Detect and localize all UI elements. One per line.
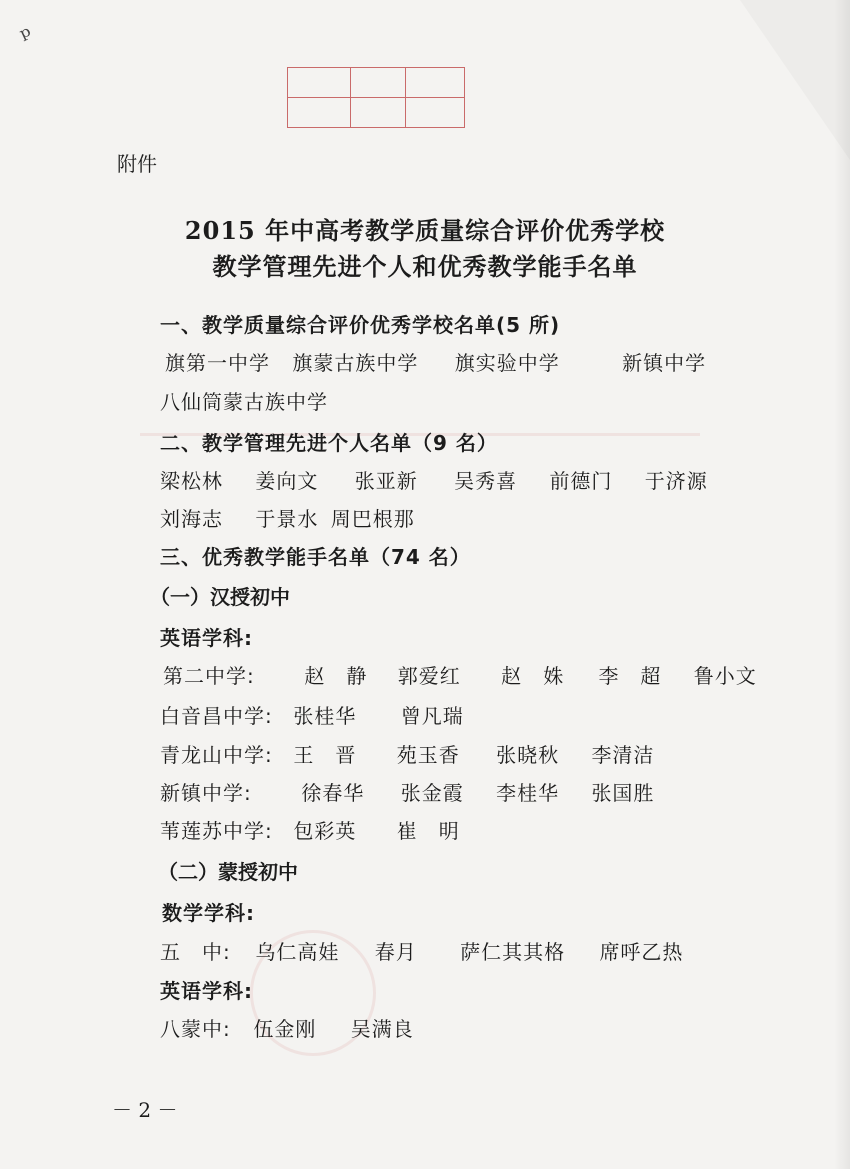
subsection-han-junior: （一）汉授初中 [150,585,290,609]
section2-row1 [160,465,708,494]
teacher-name: 赵 姝 [501,664,565,688]
teacher-name: 曾凡瑞 [400,704,464,728]
section2-heading: 二、教学管理先进个人名单（9 名） [160,431,498,455]
teacher-name: 李清洁 [591,743,655,767]
section1-row1 [165,347,706,376]
scan-edge-shadow [834,0,850,1169]
person-name: 于景水 [255,507,319,531]
teacher-name: 吴满良 [350,1017,414,1041]
teacher-name: 张晓秋 [496,743,560,767]
person-name: 于济源 [644,469,708,493]
school-label: 第二中学: [163,664,255,688]
school-label: 新镇中学: [160,781,252,805]
subject-math-label: 数学学科: [162,901,255,925]
school-name: 八仙筒蒙古族中学 [160,390,328,414]
subject-english-label: 英语学科: [160,626,253,650]
teacher-name: 李 超 [598,664,662,688]
person-name: 周巴根那 [330,507,415,531]
section1-heading: 一、教学质量综合评价优秀学校名单(5 所) [160,313,561,337]
teacher-name: 徐春华 [301,781,365,805]
teacher-name: 包彩英 [293,819,357,843]
school-row [160,700,464,729]
person-name: 梁松林 [160,469,223,493]
section3-heading: 三、优秀教学能手名单（74 名） [160,545,471,569]
teacher-name: 王 晋 [293,743,357,767]
school-name: 旗实验中学 [454,351,560,375]
school-row [160,815,460,844]
document-title-line2: 教学管理先进个人和优秀教学能手名单 [212,252,638,281]
page-number: － 2 － [112,1098,178,1122]
school-row [163,660,757,689]
person-name: 姜向文 [255,469,319,493]
section2-row2 [160,503,415,532]
teacher-name: 鲁小文 [693,664,757,688]
school-name: 旗第一中学 [165,351,270,375]
registration-stamp-table [287,67,465,128]
teacher-name: 张桂华 [293,704,357,728]
teacher-name: 苑玉香 [396,743,460,767]
document-title-line1: 2015 年中高考教学质量综合评价优秀学校 [184,216,666,245]
teacher-name: 郭爱红 [397,664,461,688]
school-row [160,936,683,965]
school-row [160,739,654,768]
teacher-name: 伍金刚 [253,1017,317,1041]
person-name: 刘海志 [160,507,223,531]
teacher-name: 萨仁其其格 [460,940,566,964]
teacher-name: 春月 [374,940,417,964]
subsection-mongolian-junior: （二）蒙授初中 [158,860,298,884]
school-label: 苇莲苏中学: [160,819,273,843]
school-label: 八蒙中: [160,1017,231,1041]
teacher-name: 张国胜 [591,781,655,805]
teacher-name: 乌仁高娃 [255,940,340,964]
teacher-name: 赵 静 [304,664,368,688]
school-row [160,777,654,806]
school-label: 青龙山中学: [160,743,273,767]
teacher-name: 席呼乙热 [599,940,684,964]
pen-mark-icon: ᵖ [16,21,39,53]
school-label: 白音昌中学: [160,704,273,728]
subject-english-label: 英语学科: [160,979,253,1003]
person-name: 吴秀喜 [454,469,518,493]
teacher-name: 崔 明 [396,819,460,843]
attachment-label: 附件 [117,152,157,176]
person-name: 张亚新 [354,469,418,493]
teacher-name: 李桂华 [496,781,560,805]
school-label: 五 中: [160,940,231,964]
school-row [160,1013,414,1042]
section1-row2 [160,386,328,415]
person-name: 前德门 [549,469,613,493]
school-name: 旗蒙古族中学 [292,351,419,375]
school-name: 新镇中学 [622,351,707,375]
teacher-name: 张金霞 [400,781,464,805]
